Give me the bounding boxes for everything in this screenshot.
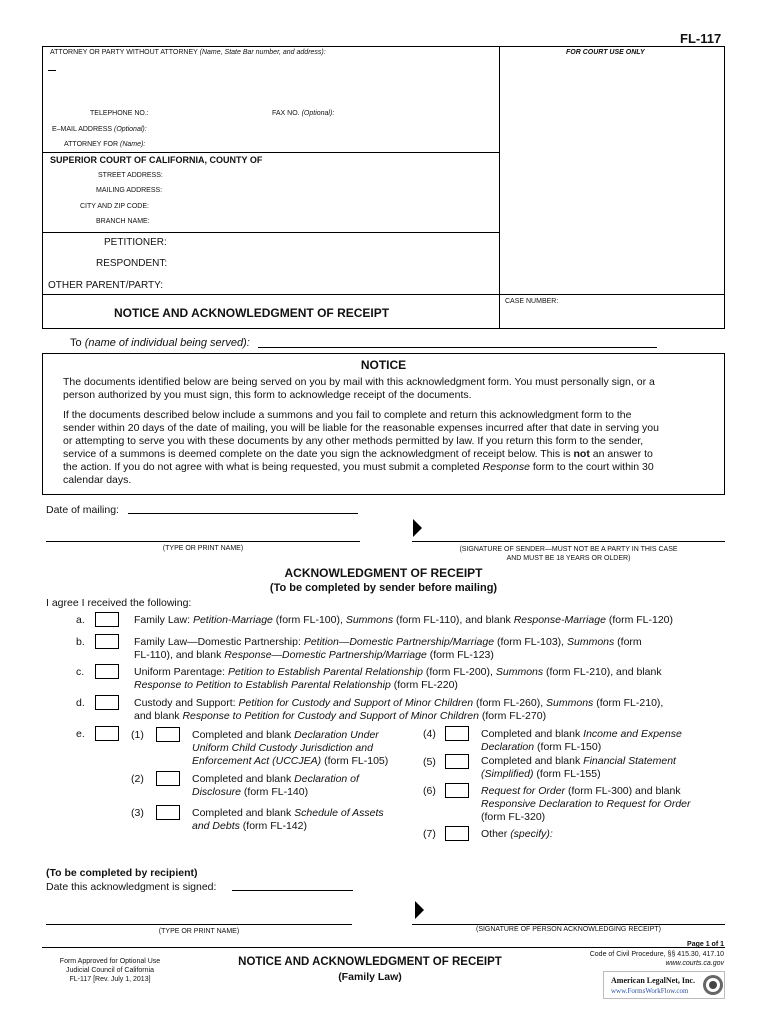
sub-1-text: Completed and blank Declaration Under Uniform Child Custody Jurisdiction and Enforcement Act (UCCJEA) (form FL-105) bbox=[192, 729, 389, 767]
attorney-label: ATTORNEY OR PARTY WITHOUT ATTORNEY (Name, State Bar number, and address): bbox=[50, 49, 326, 56]
sub-2-number: (2) bbox=[131, 773, 144, 785]
publisher-name: American LegalNet, Inc. bbox=[611, 976, 695, 985]
item-d-text: Custody and Support: Petition for Custody and Support of Minor Children (form FL-260), Summons (form FL-210), and blank Response to Petition for Custody and Support of Minor Children (form FL-270) bbox=[134, 697, 664, 722]
attorney-input[interactable] bbox=[48, 70, 56, 71]
footer-title: NOTICE AND ACKNOWLEDGMENT OF RECEIPT bbox=[238, 956, 502, 968]
sub-6-checkbox[interactable] bbox=[445, 783, 469, 798]
item-a-text: Family Law: Petition-Marriage (form FL-100), Summons (form FL-110), and blank Response-Marriage (form FL-120) bbox=[134, 614, 674, 626]
item-d-checkbox[interactable] bbox=[95, 695, 119, 710]
court-title: SUPERIOR COURT OF CALIFORNIA, COUNTY OF bbox=[50, 155, 263, 165]
ack-heading: ACKNOWLEDGMENT OF RECEIPT bbox=[284, 566, 483, 580]
footer-subtitle: (Family Law) bbox=[338, 971, 402, 983]
item-b-letter: b. bbox=[76, 636, 85, 648]
footer-approval: Form Approved for Optional Use Judicial Council of California FL-117 [Rev. July 1, 2013] bbox=[59, 958, 161, 983]
attorney-for-label: ATTORNEY FOR (Name): bbox=[64, 141, 146, 148]
sub-3-number: (3) bbox=[131, 807, 144, 819]
sender-name-input[interactable] bbox=[46, 541, 360, 542]
item-c-text: Uniform Parentage: Petition to Establish Parental Relationship (form FL-200), Summons (form FL-210), and blank Response to Petition to Establish Parental Relationship (form FL-220) bbox=[134, 666, 662, 691]
recipient-name-input[interactable] bbox=[46, 924, 352, 925]
sub-6-text: Request for Order (form FL-300) and blank Responsive Declaration to Request for Order (form FL-320) bbox=[481, 785, 691, 823]
branch-name-label: BRANCH NAME: bbox=[96, 218, 150, 225]
sub-5-number: (5) bbox=[423, 756, 436, 768]
sub-7-checkbox[interactable] bbox=[445, 826, 469, 841]
item-a-letter: a. bbox=[76, 614, 85, 626]
publisher-badge bbox=[603, 971, 725, 999]
other-party-label: OTHER PARENT/PARTY: bbox=[48, 280, 164, 291]
ack-subheading: (To be completed by sender before mailing) bbox=[269, 582, 498, 594]
date-of-mailing-input[interactable] bbox=[128, 513, 358, 514]
page-number: Page 1 of 1 bbox=[687, 941, 724, 948]
city-zip-label: CITY AND ZIP CODE: bbox=[80, 203, 149, 210]
to-line-label: To (name of individual being served): bbox=[70, 337, 250, 349]
mailing-address-label: MAILING ADDRESS: bbox=[96, 187, 163, 194]
sub-1-number: (1) bbox=[131, 729, 144, 741]
item-d-letter: d. bbox=[76, 697, 85, 709]
respondent-label: RESPONDENT: bbox=[96, 258, 168, 269]
ack-intro: I agree I received the following: bbox=[46, 597, 192, 609]
fax-label: FAX NO. (Optional): bbox=[272, 110, 335, 117]
sub-1-checkbox[interactable] bbox=[156, 727, 180, 742]
recipient-heading: (To be completed by recipient) bbox=[46, 867, 198, 879]
publisher-logo-icon bbox=[702, 974, 724, 996]
item-e-checkbox[interactable] bbox=[95, 726, 119, 741]
ack-date-input[interactable] bbox=[232, 890, 353, 891]
recipient-signature-caption: (SIGNATURE OF PERSON ACKNOWLEDGING RECEIPT) bbox=[475, 926, 661, 933]
petitioner-label: PETITIONER: bbox=[104, 237, 167, 248]
code-reference: Code of Civil Procedure, §§ 415.30, 417.10 bbox=[589, 951, 724, 958]
sub-2-checkbox[interactable] bbox=[156, 771, 180, 786]
publisher-website[interactable]: www.FormsWorkFlow.com bbox=[611, 987, 689, 995]
item-e-letter: e. bbox=[76, 728, 85, 740]
sub-3-text: Completed and blank Schedule of Assets and Debts (form FL-142) bbox=[192, 807, 384, 832]
date-of-mailing-label: Date of mailing: bbox=[46, 504, 119, 516]
item-b-checkbox[interactable] bbox=[95, 634, 119, 649]
sub-3-checkbox[interactable] bbox=[156, 805, 180, 820]
sender-signature-caption: (SIGNATURE OF SENDER—MUST NOT BE A PARTY IN THIS CASE AND MUST BE 18 YEARS OR OLDER) bbox=[459, 546, 678, 562]
sign-here-arrow-2-icon bbox=[415, 901, 424, 919]
sub-4-text: Completed and blank Income and Expense Declaration (form FL-150) bbox=[481, 728, 682, 753]
courts-website: www.courts.ca.gov bbox=[665, 960, 724, 967]
sender-name-caption: (TYPE OR PRINT NAME) bbox=[162, 545, 244, 552]
sub-2-text: Completed and blank Declaration of Disclosure (form FL-140) bbox=[192, 773, 359, 798]
sub-7-text: Other (specify): bbox=[481, 828, 553, 840]
recipient-signature-input[interactable] bbox=[412, 924, 725, 925]
served-name-input[interactable] bbox=[258, 347, 657, 348]
email-label: E–MAIL ADDRESS (Optional): bbox=[52, 126, 147, 133]
sign-here-arrow-icon bbox=[413, 519, 422, 537]
notice-paragraph-2: If the documents described below include a summons and you fail to complete and return this acknowledgment form to the sender within 20 days of the date of mailing, you will be liable for the reasonable expenses incurred after that date in serving you or attempting to serve you with these documents by any other methods permitted by law. If you return this form to the sender, service of a summons is deemed complete on the date you sign the acknowledgment of receipt below. This is not an answer to the action. If you do not agree with what is being requested, you must submit a completed Response form to the court within 30 calendar days. bbox=[63, 409, 659, 486]
item-a-checkbox[interactable] bbox=[95, 612, 119, 627]
page-title: NOTICE AND ACKNOWLEDGMENT OF RECEIPT bbox=[114, 306, 390, 320]
form-id: FL-117 bbox=[680, 31, 722, 46]
notice-heading: NOTICE bbox=[360, 358, 407, 372]
item-b-text: Family Law—Domestic Partnership: Petition—Domestic Partnership/Marriage (form FL-103), Summons (form FL-110), and blank Response—Domestic Partnership/Marriage (form FL-123) bbox=[134, 636, 642, 661]
street-address-label: STREET ADDRESS: bbox=[98, 172, 163, 179]
sub-6-number: (6) bbox=[423, 785, 436, 797]
sub-5-checkbox[interactable] bbox=[445, 754, 469, 769]
sub-7-number: (7) bbox=[423, 828, 436, 840]
sub-4-number: (4) bbox=[423, 728, 436, 740]
sub-4-checkbox[interactable] bbox=[445, 726, 469, 741]
recipient-name-caption: (TYPE OR PRINT NAME) bbox=[158, 928, 240, 935]
sub-5-text: Completed and blank Financial Statement (Simplified) (form FL-155) bbox=[481, 755, 676, 780]
notice-paragraph-1: The documents identified below are being served on you by mail with this acknowledgment form. You must personally sign, or a person authorized by you must sign, this form to acknowledge receipt of the documents. bbox=[63, 376, 655, 401]
court-use-label: FOR COURT USE ONLY bbox=[566, 49, 645, 56]
ack-date-label: Date this acknowledgment is signed: bbox=[46, 881, 217, 893]
item-c-checkbox[interactable] bbox=[95, 664, 119, 679]
sender-signature-input[interactable] bbox=[412, 541, 725, 542]
case-number-label: CASE NUMBER: bbox=[505, 298, 559, 305]
telephone-label: TELEPHONE NO.: bbox=[90, 110, 149, 117]
item-c-letter: c. bbox=[76, 666, 85, 678]
